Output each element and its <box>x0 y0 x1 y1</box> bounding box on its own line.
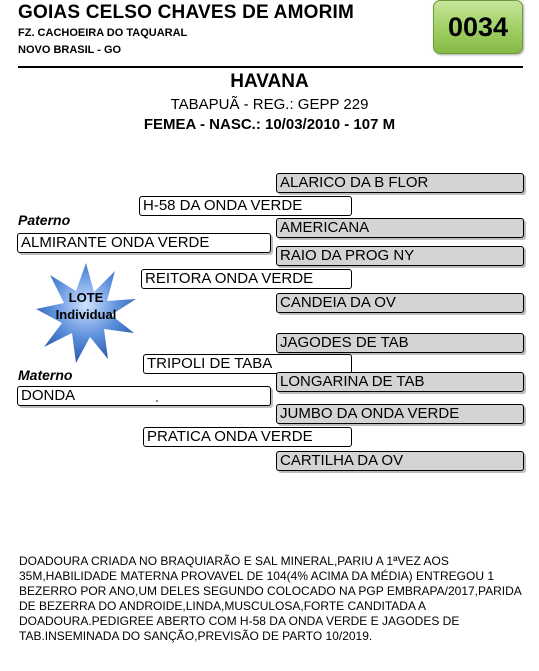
pedigree-dam-sire: TRIPOLI DE TABA <box>143 354 352 374</box>
city-name: NOVO BRASIL - GO <box>18 44 122 56</box>
header-divider <box>18 66 523 68</box>
pedigree-sire-sire: H-58 DA ONDA VERDE <box>139 196 352 216</box>
materno-label: Materno <box>18 367 73 383</box>
pedigree-dam-sire-dam: LONGARINA DE TAB <box>276 372 524 392</box>
lote-individual-text <box>36 289 136 323</box>
pedigree-sire: ALMIRANTE ONDA VERDE <box>17 233 271 253</box>
pedigree-dam-dam-sire: JUMBO DA ONDA VERDE <box>276 404 524 424</box>
pedigree-sire-sire-sire: ALARICO DA B FLOR <box>276 173 524 193</box>
animal-name: HAVANA <box>230 71 309 92</box>
pedigree-sire-dam-dam: CANDEIA DA OV <box>276 293 524 313</box>
pedigree-dam: DONDA <box>17 386 271 406</box>
pedigree-sire-dam: REITORA ONDA VERDE <box>141 269 352 289</box>
lot-number-badge: 0034 <box>433 0 523 54</box>
pedigree-dam-dam-dam: CARTILHA DA OV <box>276 451 524 471</box>
paterno-label: Paterno <box>18 212 71 228</box>
pedigree-dam-sire-sire: JAGODES DE TAB <box>276 333 524 353</box>
individual-text: Individual <box>55 307 117 322</box>
sex-birth-age: FEMEA - NASC.: 10/03/2010 - 107 M <box>143 116 396 133</box>
farm-name: FZ. CACHOEIRA DO TAQUARAL <box>18 27 188 39</box>
pedigree-sire-dam-sire: RAIO DA PROG NY <box>276 246 524 266</box>
pedigree-dam-dam: PRATICA ONDA VERDE <box>143 427 352 447</box>
pedigree-sire-sire-dam: AMERICANA <box>276 218 524 238</box>
owner-name: GOIAS CELSO CHAVES DE AMORIM <box>18 2 355 23</box>
speck <box>156 400 158 402</box>
breed-registration: TABAPUÃ - REG.: GEPP 229 <box>170 96 369 113</box>
lote-text: LOTE <box>68 290 104 305</box>
animal-notes: DOADOURA CRIADA NO BRAQUIARÃO E SAL MINERAL,PARIU A 1ªVEZ AOS 35M,HABILIDADE MATERNA PROVAVEL DE 104(4% ACIMA DA MÉDIA) ENTREGOU 1 BEZERRO POR ANO,UM DELES SEGUNDO COLOCADO NA PGP EMBRAPA/2017,PARIDA DE BEZERRA DO ANDROIDE,LINDA,MUSCULOSA,FORTE CANDITADA A DOADOURA.PEDIGREE ABERTO COM H-58 DA ONDA VERDE E JAGODES DE TAB.INSEMINADA DO SANÇÃO,PREVISÃO DE PARTO 10/2019. <box>19 554 522 643</box>
